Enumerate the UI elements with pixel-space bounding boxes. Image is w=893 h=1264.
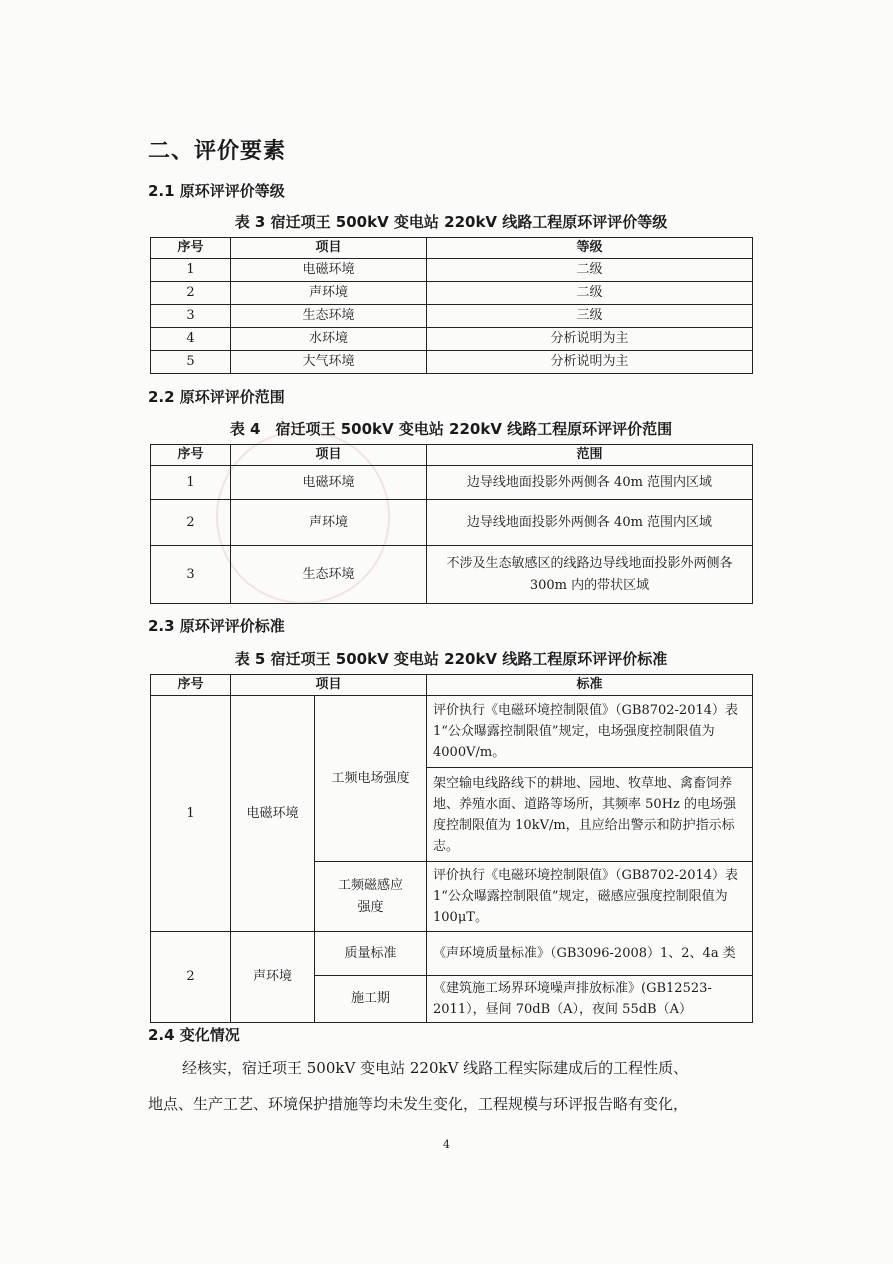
cell: 1 — [151, 466, 231, 500]
table-5-caption: 表 5 宿迁项王 500kV 变电站 220kV 线路工程原环评评价标准 — [234, 650, 668, 668]
table-row — [151, 500, 753, 546]
cell: 施工期 — [315, 976, 427, 1023]
cell: 2 — [151, 500, 231, 546]
heading-2-3: 2.3 原环评评价标准 — [148, 617, 285, 635]
table-3-caption: 表 3 宿迁项王 500kV 变电站 220kV 线路工程原环评评价等级 — [234, 213, 668, 231]
table-row — [151, 546, 753, 604]
cell: 水环境 — [231, 328, 427, 351]
cell: 边导线地面投影外两侧各 40m 范围内区域 — [427, 466, 753, 500]
table-row — [151, 696, 753, 768]
cell: 生态环境 — [231, 546, 427, 604]
cell: 3 — [151, 305, 231, 328]
header-cell: 项目 — [231, 445, 427, 466]
cell: 1 — [151, 259, 231, 282]
cell: 分析说明为主 — [427, 328, 753, 351]
table-3-grade — [150, 237, 753, 374]
table-row — [151, 351, 753, 374]
header-cell: 等级 — [427, 238, 753, 259]
cell: 二级 — [427, 282, 753, 305]
table-row — [151, 282, 753, 305]
cell: 2 — [151, 282, 231, 305]
table-row — [151, 259, 753, 282]
cell: 工频磁感应强度 — [315, 862, 427, 932]
table-row — [151, 305, 753, 328]
paragraph-line: 经核实，宿迁项王 500kV 变电站 220kV 线路工程实际建成后的工程性质、 — [182, 1059, 689, 1077]
header-cell: 范围 — [427, 445, 753, 466]
cell: 生态环境 — [231, 305, 427, 328]
section-title: 二、评价要素 — [148, 139, 287, 164]
cell: 《建筑施工场界环境噪声排放标准》(GB12523-2011），昼间 70dB（A），夜间 55dB（A） — [427, 976, 753, 1023]
cell: 5 — [151, 351, 231, 374]
cell: 边导线地面投影外两侧各 40m 范围内区域 — [427, 500, 753, 546]
cell: 质量标准 — [315, 932, 427, 976]
heading-2-1: 2.1 原环评评价等级 — [148, 182, 285, 200]
table-header-row — [151, 238, 753, 259]
cell: 2 — [151, 932, 231, 1023]
paragraph-line: 地点、生产工艺、环境保护措施等均未发生变化，工程规模与环评报告略有变化， — [148, 1095, 689, 1113]
cell: 《声环境质量标准》（GB3096-2008）1、2、4a 类 — [427, 932, 753, 976]
cell: 声环境 — [231, 282, 427, 305]
table-row — [151, 932, 753, 976]
table-4-scope — [150, 444, 753, 604]
cell: 工频电场强度 — [315, 696, 427, 862]
cell: 声环境 — [231, 932, 315, 1023]
cell: 3 — [151, 546, 231, 604]
cell: 电磁环境 — [231, 259, 427, 282]
cell: 电磁环境 — [231, 696, 315, 932]
cell: 分析说明为主 — [427, 351, 753, 374]
cell: 二级 — [427, 259, 753, 282]
table-4-caption: 表 4 宿迁项王 500kV 变电站 220kV 线路工程原环评评价范围 — [229, 420, 673, 438]
header-cell: 序号 — [151, 445, 231, 466]
header-cell: 序号 — [151, 238, 231, 259]
cell: 大气环境 — [231, 351, 427, 374]
heading-2-4: 2.4 变化情况 — [148, 1026, 240, 1044]
table-row — [151, 328, 753, 351]
header-cell: 标准 — [427, 675, 753, 696]
paragraph-change — [148, 1050, 756, 1122]
cell: 评价执行《电磁环境控制限值》（GB8702-2014）表 1“公众曝露控制限值”规定，磁感应强度控制限值为 100μT。 — [427, 862, 753, 932]
cell: 不涉及生态敏感区的线路边导线地面投影外两侧各 300m 内的带状区域 — [427, 546, 753, 604]
table-row — [151, 466, 753, 500]
cell: 声环境 — [231, 500, 427, 546]
header-cell: 序号 — [151, 675, 231, 696]
cell: 三级 — [427, 305, 753, 328]
cell: 1 — [151, 696, 231, 932]
table-header-row — [151, 445, 753, 466]
header-cell: 项目 — [231, 238, 427, 259]
table-5-standard — [150, 674, 753, 1023]
table-header-row — [151, 675, 753, 696]
cell: 4 — [151, 328, 231, 351]
cell: 评价执行《电磁环境控制限值》（GB8702-2014）表 1“公众曝露控制限值”规定，电场强度控制限值为 4000V/m。 — [427, 696, 753, 768]
page-number: 4 — [443, 1138, 450, 1151]
heading-2-2: 2.2 原环评评价范围 — [148, 388, 285, 406]
cell: 电磁环境 — [231, 466, 427, 500]
header-cell: 项目 — [231, 675, 427, 696]
cell: 架空输电线路线下的耕地、园地、牧草地、禽畜饲养地、养殖水面、道路等场所，其频率 50Hz 的电场强度控制限值为 10kV/m，且应给出警示和防护指示标志。 — [427, 768, 753, 862]
